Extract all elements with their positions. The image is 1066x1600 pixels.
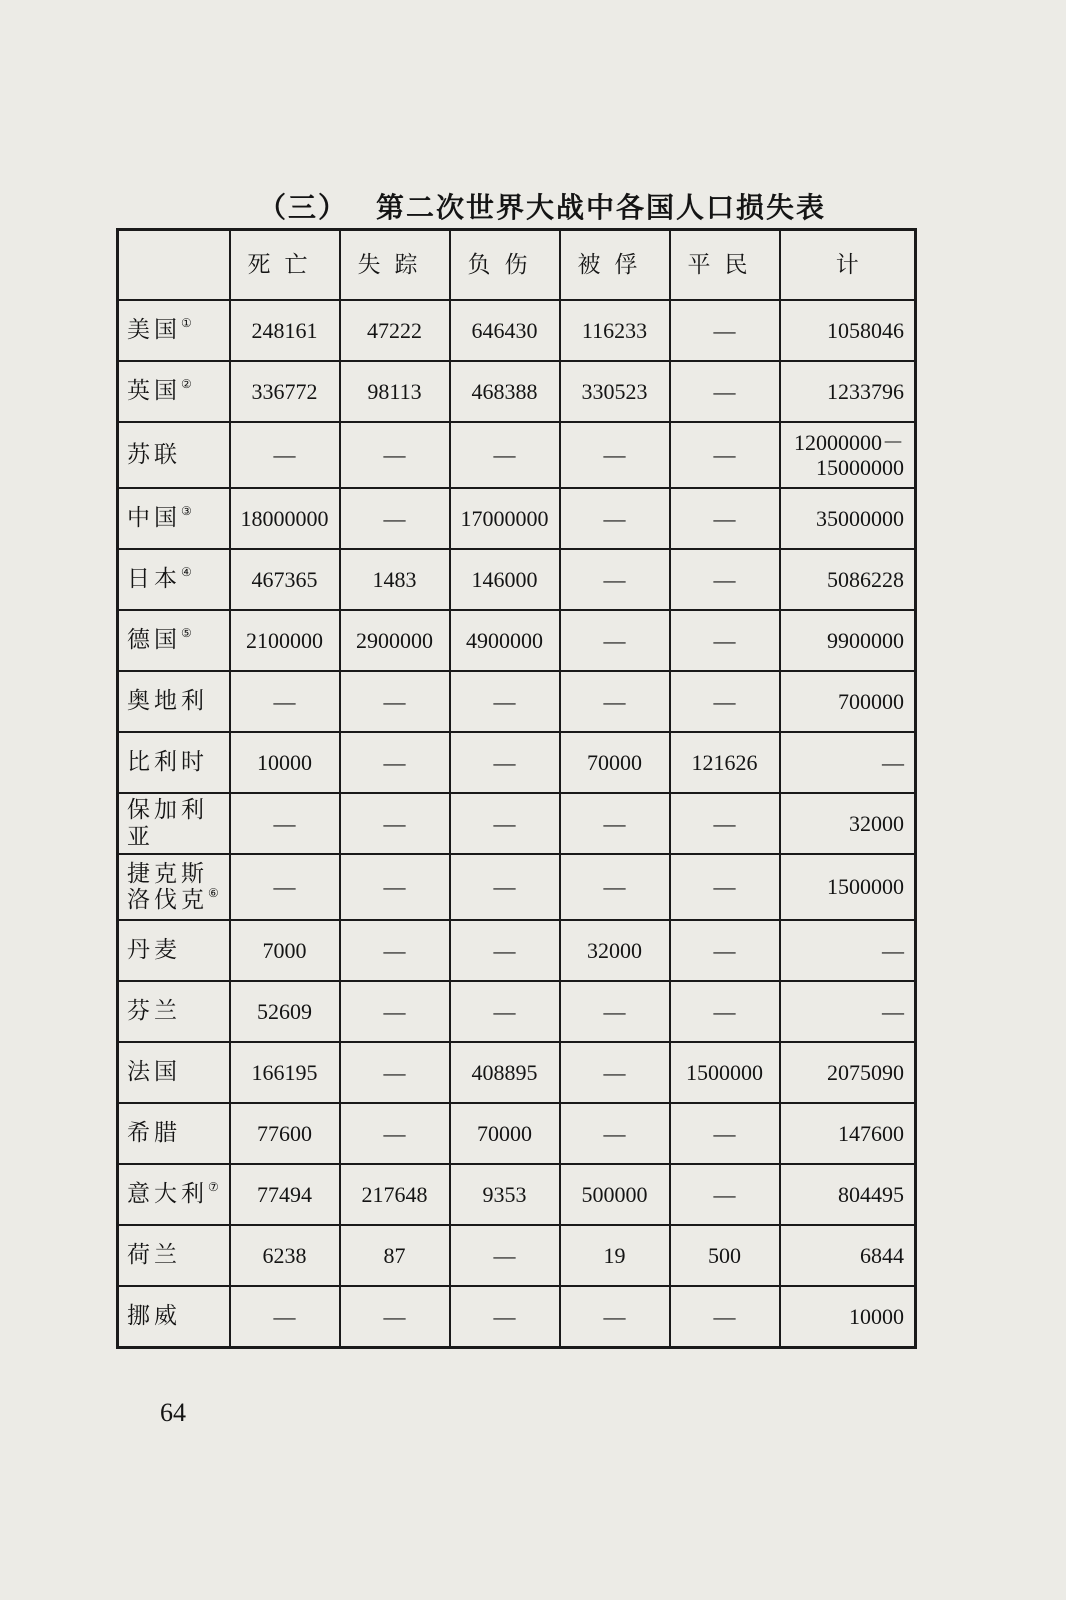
missing-cell: —: [340, 422, 450, 488]
country-name: 奥地利: [127, 688, 208, 715]
captured-cell: —: [560, 1103, 670, 1164]
country-cell: [118, 1042, 230, 1103]
civilians-cell: —: [670, 920, 780, 981]
total-cell: 700000: [780, 671, 916, 732]
country-name: 中国: [127, 505, 181, 532]
civilians-cell: —: [670, 981, 780, 1042]
population-loss-table: [116, 228, 917, 1349]
table-body: [118, 300, 916, 1348]
footnote-marker: ③: [181, 504, 192, 519]
total-cell: 10000: [780, 1286, 916, 1348]
captured-cell: 330523: [560, 361, 670, 422]
deaths-cell: 18000000: [230, 488, 340, 549]
country-cell: [118, 1164, 230, 1225]
missing-cell: —: [340, 854, 450, 920]
civilians-cell: 1500000: [670, 1042, 780, 1103]
wounded-cell: 70000: [450, 1103, 560, 1164]
total-cell: —: [780, 981, 916, 1042]
country-cell: [118, 920, 230, 981]
header-missing: 失踪: [340, 230, 450, 301]
country-cell: [118, 981, 230, 1042]
footnote-marker: ⑦: [208, 1180, 219, 1195]
country-cell: [118, 1225, 230, 1286]
civilians-cell: —: [670, 422, 780, 488]
country-cell: [118, 610, 230, 671]
page-number: 64: [160, 1398, 186, 1427]
wounded-cell: —: [450, 671, 560, 732]
wounded-cell: 4900000: [450, 610, 560, 671]
deaths-cell: 52609: [230, 981, 340, 1042]
captured-cell: —: [560, 422, 670, 488]
country-cell: [118, 671, 230, 732]
wounded-cell: —: [450, 422, 560, 488]
title-text: 第二次世界大战中各国人口损失表: [376, 191, 827, 224]
table-row: [118, 1042, 916, 1103]
total-cell: 32000: [780, 793, 916, 854]
header-total: 计: [780, 230, 916, 301]
total-cell: 147600: [780, 1103, 916, 1164]
missing-cell: 98113: [340, 361, 450, 422]
total-cell: —: [780, 920, 916, 981]
civilians-cell: —: [670, 671, 780, 732]
table-row: [118, 793, 916, 854]
civilians-cell: —: [670, 361, 780, 422]
header-wounded: 负伤: [450, 230, 560, 301]
total-cell: 2075090: [780, 1042, 916, 1103]
missing-cell: —: [340, 488, 450, 549]
captured-cell: 19: [560, 1225, 670, 1286]
country-name: 挪威: [127, 1303, 181, 1330]
captured-cell: —: [560, 1286, 670, 1348]
table-header-row: [118, 230, 916, 301]
deaths-cell: —: [230, 422, 340, 488]
country-name: 芬兰: [127, 998, 181, 1025]
captured-cell: —: [560, 610, 670, 671]
wounded-cell: —: [450, 1286, 560, 1348]
total-cell: 1500000: [780, 854, 916, 920]
deaths-cell: 7000: [230, 920, 340, 981]
country-cell: [118, 1103, 230, 1164]
total-cell: 1058046: [780, 300, 916, 361]
missing-cell: 217648: [340, 1164, 450, 1225]
header-deaths: 死亡: [230, 230, 340, 301]
deaths-cell: —: [230, 1286, 340, 1348]
captured-cell: 70000: [560, 732, 670, 793]
table-row: [118, 732, 916, 793]
deaths-cell: 10000: [230, 732, 340, 793]
missing-cell: —: [340, 1103, 450, 1164]
total-cell: 12000000－15000000: [780, 422, 916, 488]
deaths-cell: 467365: [230, 549, 340, 610]
civilians-cell: —: [670, 610, 780, 671]
wounded-cell: —: [450, 1225, 560, 1286]
civilians-cell: —: [670, 488, 780, 549]
civilians-cell: —: [670, 300, 780, 361]
country-cell: [118, 361, 230, 422]
captured-cell: —: [560, 1042, 670, 1103]
footnote-marker: ④: [181, 565, 192, 580]
deaths-cell: 6238: [230, 1225, 340, 1286]
civilians-cell: 500: [670, 1225, 780, 1286]
wounded-cell: —: [450, 793, 560, 854]
table-row: [118, 488, 916, 549]
wounded-cell: 17000000: [450, 488, 560, 549]
total-cell: 5086228: [780, 549, 916, 610]
civilians-cell: —: [670, 1164, 780, 1225]
country-cell: [118, 793, 230, 854]
table-row: [118, 422, 916, 488]
table-row: [118, 1164, 916, 1225]
missing-cell: —: [340, 1286, 450, 1348]
wounded-cell: —: [450, 732, 560, 793]
table-row: [118, 671, 916, 732]
missing-cell: —: [340, 920, 450, 981]
captured-cell: —: [560, 488, 670, 549]
missing-cell: —: [340, 671, 450, 732]
captured-cell: —: [560, 854, 670, 920]
title-section-number: （三）: [258, 191, 349, 224]
country-cell: [118, 1286, 230, 1348]
header-civilians: 平民: [670, 230, 780, 301]
table-row: [118, 300, 916, 361]
total-cell: 1233796: [780, 361, 916, 422]
country-name: 日本: [127, 566, 181, 593]
captured-cell: 116233: [560, 300, 670, 361]
country-cell: [118, 488, 230, 549]
civilians-cell: —: [670, 793, 780, 854]
wounded-cell: —: [450, 854, 560, 920]
civilians-cell: —: [670, 1286, 780, 1348]
total-cell: 35000000: [780, 488, 916, 549]
table-row: [118, 920, 916, 981]
total-cell: 6844: [780, 1225, 916, 1286]
wounded-cell: —: [450, 920, 560, 981]
deaths-cell: 77494: [230, 1164, 340, 1225]
country-name: 苏联: [127, 441, 181, 468]
country-name: 法国: [127, 1059, 181, 1086]
header-country: [118, 230, 230, 301]
country-name: 荷兰: [127, 1242, 181, 1269]
captured-cell: —: [560, 549, 670, 610]
table-row: [118, 1103, 916, 1164]
footnote-marker: ②: [181, 377, 192, 392]
total-cell: 9900000: [780, 610, 916, 671]
deaths-cell: 336772: [230, 361, 340, 422]
captured-cell: —: [560, 793, 670, 854]
deaths-cell: —: [230, 793, 340, 854]
footnote-marker: ⑤: [181, 626, 192, 641]
country-name: 丹麦: [127, 937, 181, 964]
civilians-cell: 121626: [670, 732, 780, 793]
missing-cell: 1483: [340, 549, 450, 610]
captured-cell: 32000: [560, 920, 670, 981]
captured-cell: —: [560, 981, 670, 1042]
deaths-cell: 2100000: [230, 610, 340, 671]
civilians-cell: —: [670, 854, 780, 920]
table-row: [118, 1225, 916, 1286]
wounded-cell: —: [450, 981, 560, 1042]
country-name: 保加利亚: [127, 797, 208, 850]
civilians-cell: —: [670, 1103, 780, 1164]
deaths-cell: 248161: [230, 300, 340, 361]
table-row: [118, 854, 916, 920]
captured-cell: —: [560, 671, 670, 732]
country-cell: [118, 549, 230, 610]
missing-cell: —: [340, 793, 450, 854]
missing-cell: —: [340, 732, 450, 793]
wounded-cell: 9353: [450, 1164, 560, 1225]
header-captured: 被俘: [560, 230, 670, 301]
missing-cell: —: [340, 1042, 450, 1103]
country-name: 英国: [127, 378, 181, 405]
country-name: 意大利: [127, 1181, 208, 1208]
table-row: [118, 981, 916, 1042]
table-row: [118, 1286, 916, 1348]
missing-cell: 2900000: [340, 610, 450, 671]
deaths-cell: —: [230, 854, 340, 920]
footnote-marker: ⑥: [208, 886, 219, 900]
country-cell: [118, 422, 230, 488]
deaths-cell: 77600: [230, 1103, 340, 1164]
missing-cell: —: [340, 981, 450, 1042]
missing-cell: 87: [340, 1225, 450, 1286]
page-title: [258, 186, 826, 226]
civilians-cell: —: [670, 549, 780, 610]
country-cell: [118, 300, 230, 361]
total-cell: 804495: [780, 1164, 916, 1225]
deaths-cell: 166195: [230, 1042, 340, 1103]
country-name: 希腊: [127, 1120, 181, 1147]
table-row: [118, 361, 916, 422]
deaths-cell: —: [230, 671, 340, 732]
country-cell: [118, 854, 230, 920]
country-name: 捷克斯洛伐克: [127, 860, 208, 913]
wounded-cell: 646430: [450, 300, 560, 361]
footnote-marker: ①: [181, 316, 192, 331]
country-name: 德国: [127, 627, 181, 654]
table-row: [118, 610, 916, 671]
wounded-cell: 408895: [450, 1042, 560, 1103]
total-cell: —: [780, 732, 916, 793]
wounded-cell: 468388: [450, 361, 560, 422]
missing-cell: 47222: [340, 300, 450, 361]
captured-cell: 500000: [560, 1164, 670, 1225]
table-row: [118, 549, 916, 610]
wounded-cell: 146000: [450, 549, 560, 610]
country-name: 比利时: [127, 749, 208, 776]
country-cell: [118, 732, 230, 793]
country-name: 美国: [127, 317, 181, 344]
